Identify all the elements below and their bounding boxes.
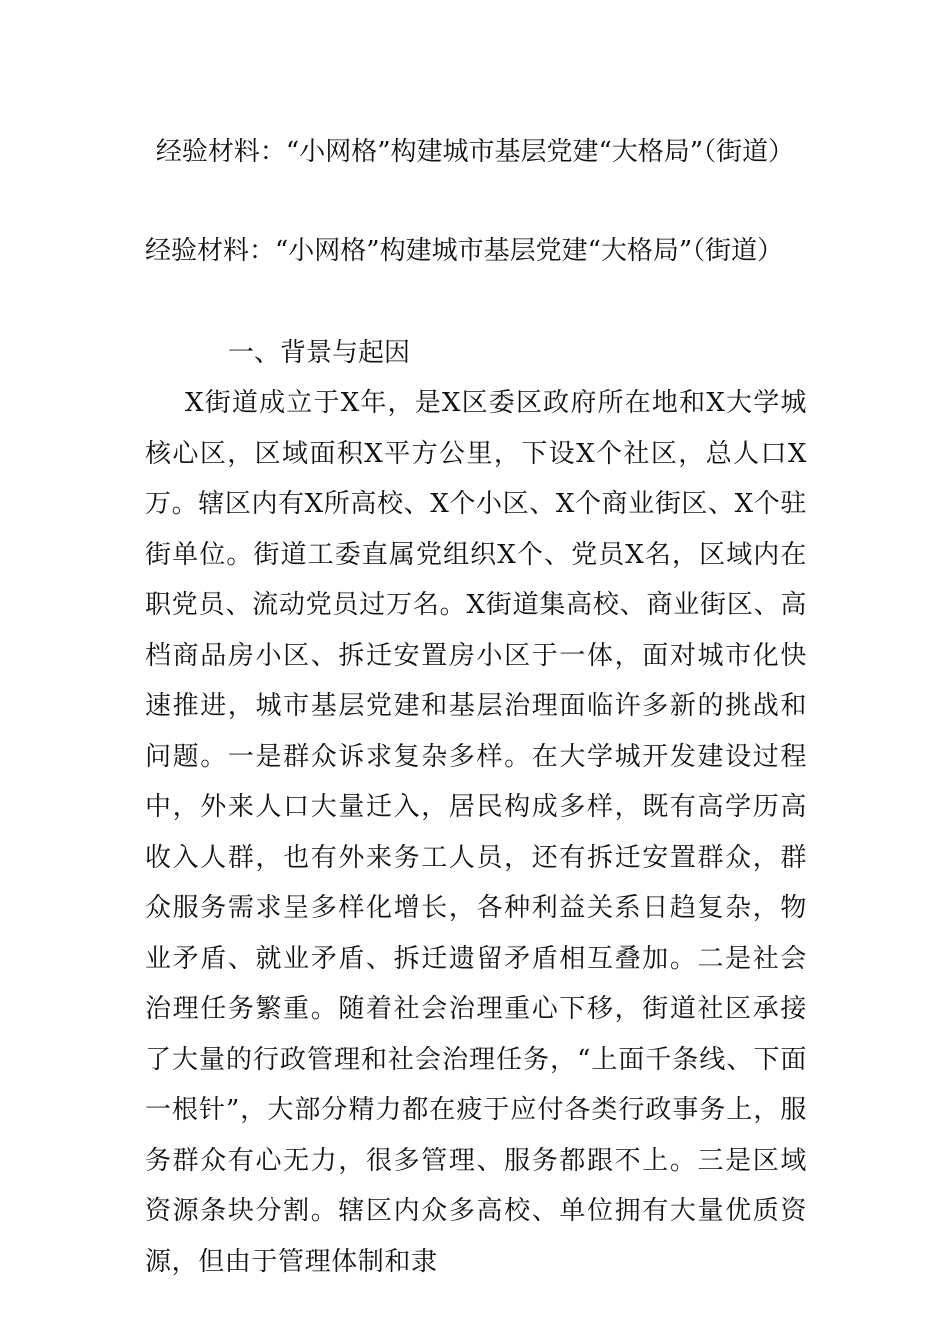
document-title: 经验材料：“小网格”构建城市基层党建“大格局”（街道） — [155, 137, 795, 167]
document-subtitle: 经验材料：“小网格”构建城市基层党建“大格局”（街道） — [145, 236, 784, 266]
section-heading: 一、背景与起因 — [228, 338, 411, 368]
body-paragraph: X街道成立于X年，是X区委区政府所在地和X大学城核心区，区域面积X平方公里，下设X个社区，总人口X万。辖区内有X所高校、X个小区、X个商业街区、X个驻街单位。街道工委直属党组织X个、党员X名，区域内在职党员、流动党员过万名。X街道集高校、商业街区、高档商品房小区、拆迁安置房小区于一体，面对城市化快速推进，城市基层党建和基层治理面临许多新的挑战和问题。一是群众诉求复杂多样。在大学城开发建设过程中，外来人口大量迁入，居民构成多样，既有高学历高收入人群，也有外来务工人员，还有拆迁安置群众，群众服务需求呈多样化增长，各种利益关系日趋复杂，物业矛盾、就业矛盾、拆迁遗留矛盾相互叠加。二是社会治理任务繁重。随着社会治理重心下移，街道社区承接了大量的行政管理和社会治理任务，“上面千条线、下面一根针”，大部分精力都在疲于应付各类行政事务上，服务群众有心无力，很多管理、服务都跟不上。三是区域资源条块分割。辖区内众多高校、单位拥有大量优质资源，但由于管理体制和隶 — [145, 388, 807, 1277]
